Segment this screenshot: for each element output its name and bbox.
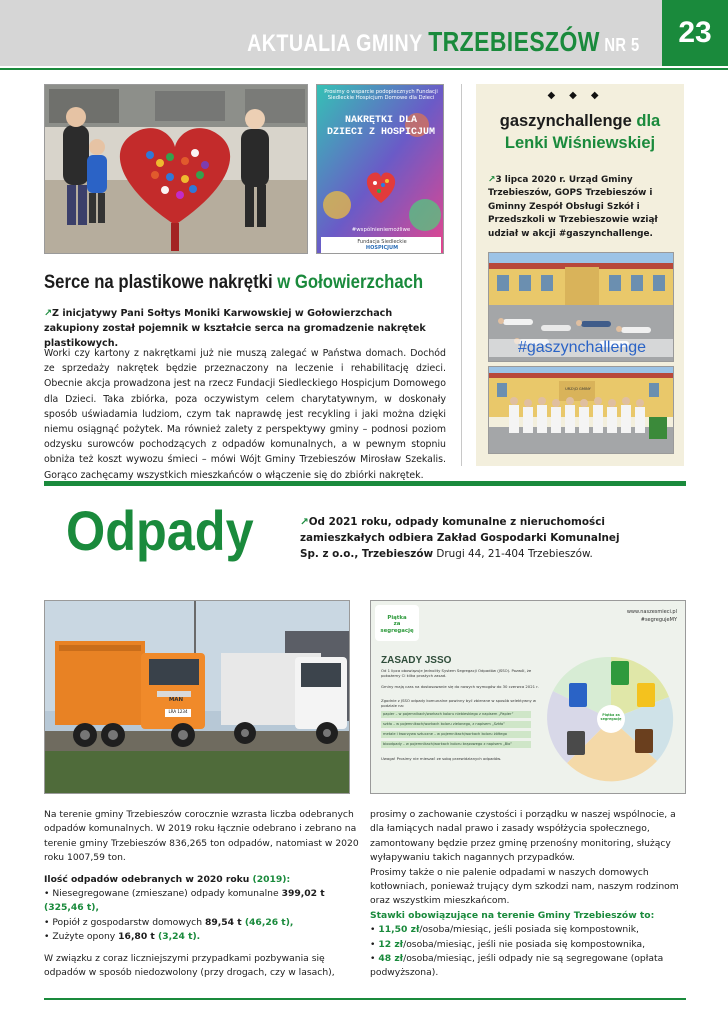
waste-column-right (370, 808, 686, 981)
jsso-logo: Piątka za segregację (380, 615, 414, 634)
header-title: AKTUALIA GMINY TRZEBIESZÓW NR 5 (247, 26, 640, 57)
garbage-trucks-photo (44, 600, 350, 794)
odpady-lead: ↗Od 2021 roku, odpady komunalne z nieruchomości zamieszkałych odbiera Zakład Gospodarki Komunalnej Sp. z o.o., Trzebieszów Drugi 44, 21-404 Trzebieszów. (300, 516, 620, 560)
section-rule (44, 481, 686, 486)
monitoring-text: prosimy o zachowanie czystości i porządku w naszej wspólnocie, a dla łamiących nadal prawo i zasady współżycia społecznego, zamontowany będzie przez gminę przenośny monitoring, służący wyłapywaniu takich nagannych przypadków. (370, 809, 676, 864)
rate-item: • 12 zł/osoba/miesiąc, jeśli nie posiada się kompostownika, (370, 938, 646, 950)
waste-warning: W związku z coraz liczniejszymi przypadkami pozbywania się odpadów w sposób niedozwolony (przy drogach, czy w lasach), (44, 952, 335, 979)
article-lead: ↗Z inicjatywy Pani Sołtys Moniki Karwowskiej w Gołowierzchach zakupiony został pojemnik w kształcie serca na gromadzenie nakrętek plastikowych. (44, 308, 426, 349)
building-sign: URZĄD GMINY (565, 387, 591, 391)
challenge-photo-2 (488, 366, 674, 454)
column-divider (461, 84, 462, 466)
jsso-para4: Uwaga! Prosimy nie mieszać ze sobą przewidzianych odpadów. (381, 756, 502, 761)
odpady-heading: Odpady (66, 499, 254, 562)
jsso-para3: Zgodnie z JSSO odpady komunalne powinny być zbierane w sposób selektywny w podziale na: (381, 698, 537, 708)
waste-intro: Na terenie gminy Trzebieszów corocznie wzrasta liczba odebranych odpadów komunalnych. W 2019 roku łącznie odebrano i zebrano na terenie gminy Trzebieszów 836,265 ton odpadów, natomiast w 2020 roku 1007,59 ton. (44, 809, 359, 864)
jsso-item: bioodpady – w pojemnikach/workach koloru brązowego z napisem „Bio” (383, 742, 513, 746)
jsso-item: papier – w pojemnikach/workach koloru niebieskiego z napisem „Papier” (383, 712, 514, 716)
poster-title: NAKRĘTKI DLA DZIECI Z HOSPICJUM (326, 115, 436, 138)
sidebar-title: gaszynchallenge dla Lenki Wiśniewskiej (499, 112, 661, 152)
gaszynchallenge-sidebar (476, 84, 684, 466)
heart-container-photo (44, 84, 308, 254)
hospice-poster (316, 84, 444, 254)
jsso-para1: Od 1 lipca obowiązuje Jednolity System Segregacji Odpadów (JSSO). Pozwól, że pokażemy Ci kilka prostych zasad. (381, 668, 532, 678)
arrow-icon: ↗ (300, 516, 309, 528)
truck-brand: MAN (168, 697, 184, 703)
rates-heading: Stawki obowiązujące na terenie Gminy Trzebieszów to: (370, 909, 655, 921)
poster-hashtag: #wspólnieniemożliwe (351, 227, 411, 233)
jsso-item: metale i tworzywa sztuczne – w pojemnikach/workach koloru żółtego (383, 732, 507, 736)
challenge-photo-1 (488, 252, 674, 362)
waste-amounts-heading: Ilość odpadów odebranych w 2020 roku (2019): (44, 873, 291, 885)
article-body: Worki czy kartony z nakrętkami już nie muszą zalegać w Państwa domach. Dochód ze sprzedaży nakrętek będzie przeznaczony na leczenie i rehabilitację dzieci. Obecnie akcja prowadzona jest na rzecz Fundacji Siedleckiego Hospicjum Domowego dla Dzieci. Taka zbiórka, poza oczywistym celem charytatywnym, w doskonały sposób uświadamia ludziom, czym tak naprawdę jest recykling i jaki można dzięki niemu osiągnąć pożytek. Ma również zalety z perspektywy gminy – podnosi poziom odzysku surowców pochodzących z odpadów komunalnych, a w pewnym stopniu obniża też koszt wywozu śmieci – mówi Wójt Gminy Trzebieszów Mirosław Szekalis. Gorąco zachęcamy wszystkich mieszkańców o włączenie się do zbiórki nakrętek. (44, 348, 446, 481)
article-title: Serce na plastikowe nakrętki w Gołowierzchach (44, 272, 424, 293)
waste-row: • Popiół z gospodarstw domowych 89,54 t (46,26 t), (44, 916, 294, 928)
jsso-tag: #segregujeMY (640, 617, 677, 623)
arrow-icon: ↗ (44, 308, 53, 319)
jsso-badge: Piątka za segregację (600, 713, 622, 721)
truck-plate: LRA 1234 (168, 709, 188, 714)
arrow-icon: ↗ (488, 175, 496, 185)
sidebar-text: ↗3 lipca 2020 r. Urząd Gminy Trzebieszów, GOPS Trzebieszów i Gminny Zespół Obsługi Szkół i Przedszkoli w Trzebieszowie wziął udział w akcji #gaszynchallenge. (488, 175, 658, 239)
poster-logo: Fundacja Siedleckie HOSPICJUM (357, 239, 407, 251)
burning-text: Prosimy także o nie palenie odpadami w naszych domowych kotłowniach, ponieważ trujący dym szkodzi nam, naszym rodzinom oraz wszystkim mieszkańcom. (370, 866, 679, 907)
waste-column-left (44, 808, 362, 980)
jsso-heading: ZASADY JSSO (381, 655, 452, 666)
waste-row: • Zużyte opony 16,80 t (3,24 t). (44, 931, 201, 943)
page-header (0, 0, 728, 66)
jsso-infographic (370, 600, 686, 794)
jsso-site: www.naszesmieci.pl (626, 609, 677, 615)
jsso-item: szkło – w pojemnikach/workach koloru zielonego, z napisem „Szkło” (383, 722, 505, 726)
rate-item: • 11,50 zł/osoba/miesiąc, jeśli posiada się kompostownik, (370, 924, 639, 936)
footer-rule (44, 998, 686, 1000)
jsso-para2: Gminy mają czas na dostosowanie się do nowych wymogów do 30 czerwca 2021 r. (381, 684, 539, 689)
photo-hashtag: #gaszynchallenge (489, 339, 674, 357)
header-rule (0, 68, 728, 70)
rate-item: • 48 zł/osoba/miesiąc, jeśli odpady nie są segregowane (opłata podwyższona). (370, 953, 664, 979)
poster-top-text: Prosimy o wsparcie podopiecznych Fundacji Siedleckie Hospicjum Domowe dla Dzieci (324, 89, 438, 102)
waste-row: • Niesegregowane (zmieszane) odpady komunalne 399,02 t (325,46 t), (44, 888, 325, 914)
diamond-dots-icon: ◆◆◆ (547, 90, 613, 101)
page-number: 23 (662, 0, 728, 66)
